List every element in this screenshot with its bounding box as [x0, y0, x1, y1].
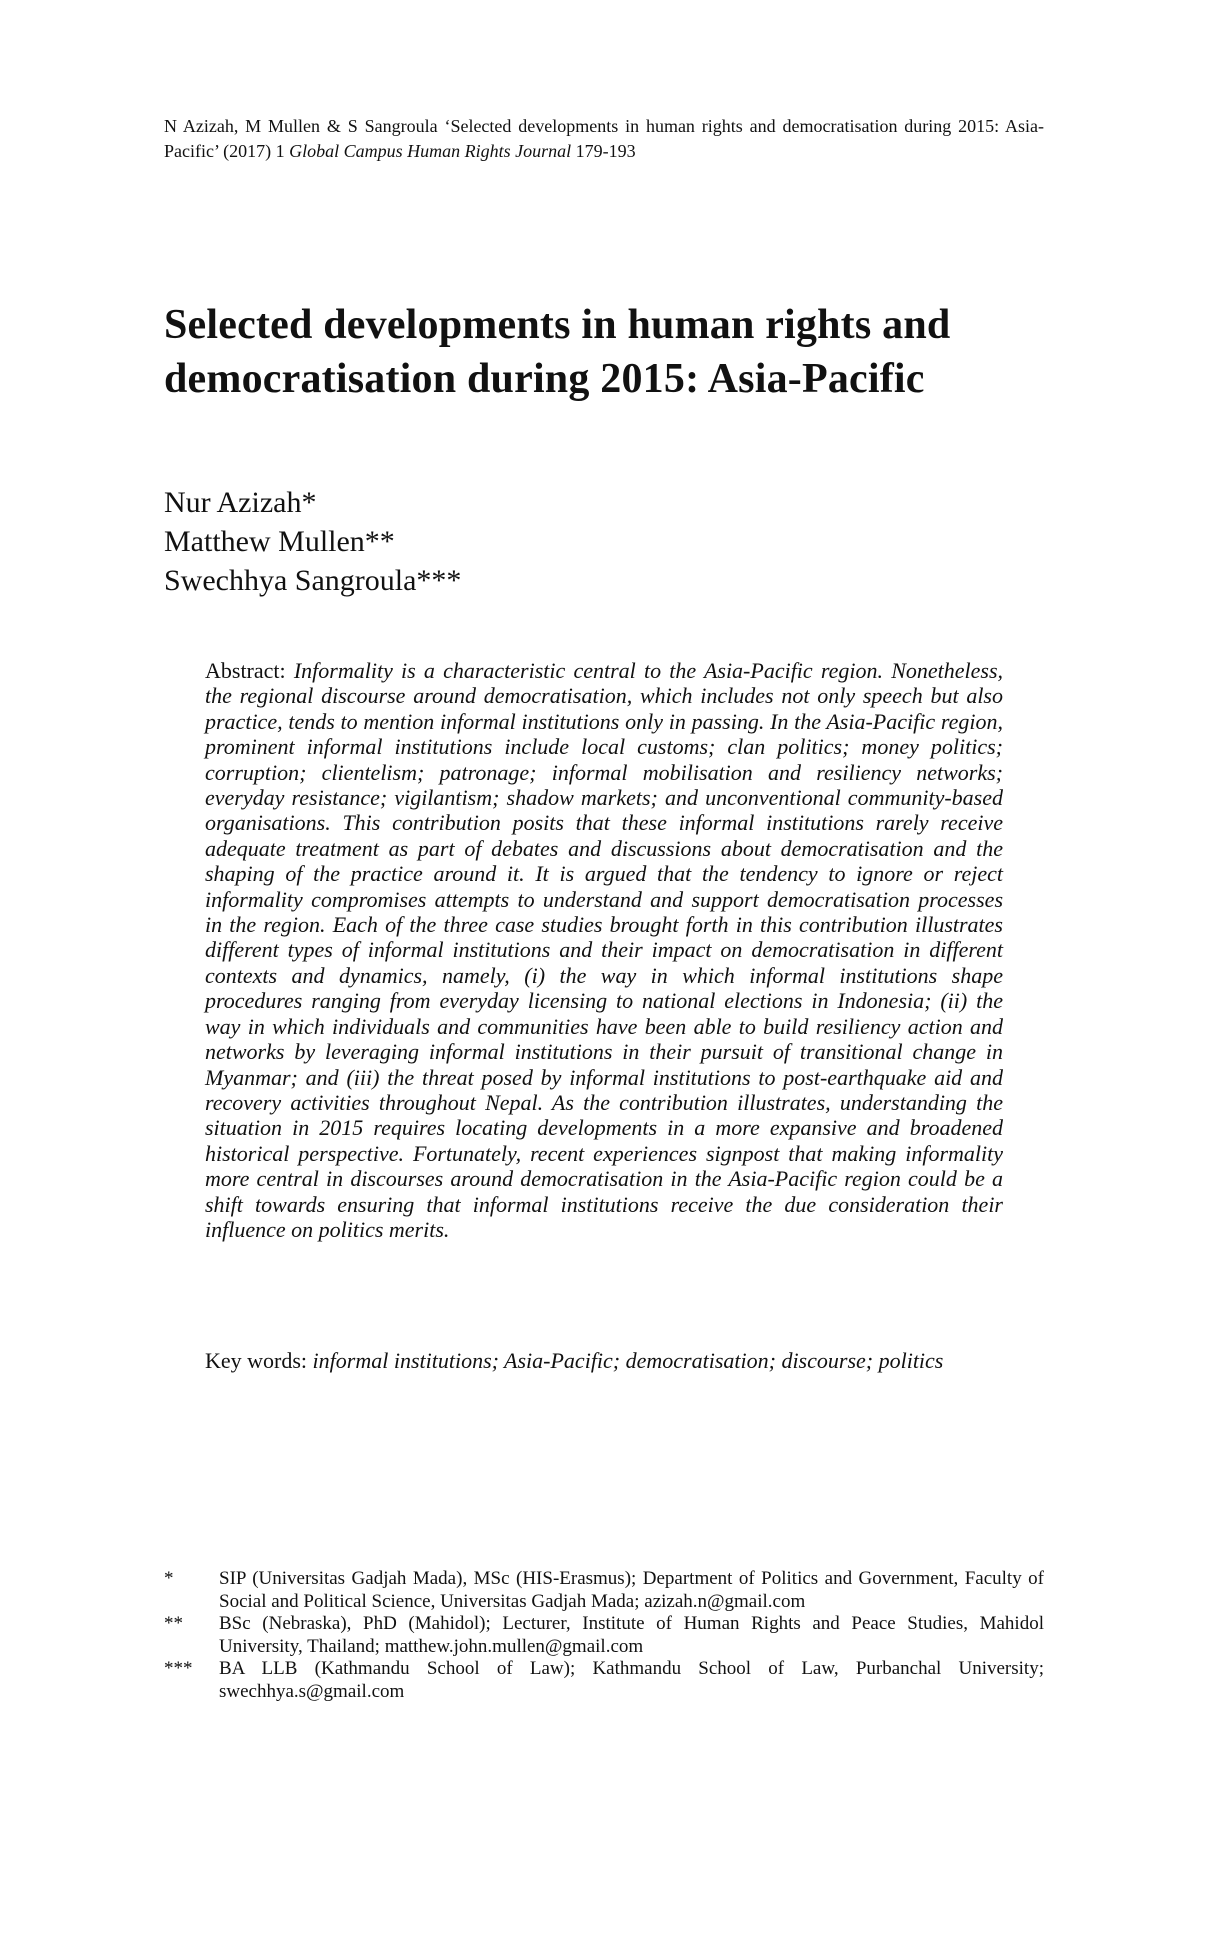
citation-text-before: N Azizah, M Mullen & S Sangroula ‘Selected developments in human rights and democratisation during 2015: Asia-Pacific’ (2017) 1 [164, 116, 1044, 161]
footnote-mark: ** [164, 1613, 183, 1634]
citation-text-after: 179-193 [571, 141, 636, 161]
keywords-section [205, 1348, 1003, 1374]
author-name: Nur Azizah* [164, 486, 317, 519]
abstract-label: Abstract: [205, 658, 286, 683]
footnote-mark: * [164, 1568, 174, 1589]
footnote [164, 1568, 1044, 1613]
footnote-text: BA LLB (Kathmandu School of Law); Kathmandu School of Law, Purbanchal University; swechhya.s@gmail.com [219, 1658, 1044, 1702]
author-list [164, 483, 864, 600]
footnote-mark: *** [164, 1658, 193, 1679]
citation-journal-name: Global Campus Human Rights Journal [289, 141, 572, 161]
footnote-text: SIP (Universitas Gadjah Mada), MSc (HIS-Erasmus); Department of Politics and Government, Faculty of Social and Political Science, Universitas Gadjah Mada; azizah.n@gmail.com [219, 1568, 1044, 1612]
citation-header [164, 114, 1044, 164]
footnotes [164, 1568, 1044, 1703]
keywords-text: informal institutions; Asia-Pacific; democratisation; discourse; politics [312, 1348, 944, 1373]
author-name: Matthew Mullen** [164, 525, 395, 558]
article-title: Selected developments in human rights and democratisation during 2015: Asia-Pacific [164, 302, 951, 402]
keywords-label: Key words: [205, 1348, 308, 1373]
author-name: Swechhya Sangroula*** [164, 564, 462, 597]
footnote [164, 1658, 1044, 1703]
footnote-text: BSc (Nebraska), PhD (Mahidol); Lecturer, Institute of Human Rights and Peace Studies, Mahidol University, Thailand; matthew.john.mullen@gmail.com [219, 1613, 1044, 1657]
abstract-section [205, 658, 1003, 1242]
abstract-text: Informality is a characteristic central to the Asia-Pacific region. Nonetheless, the regional discourse around democratisation, which includes not only speech but also practice, tends to mention informal institutions only in passing. In the Asia-Pacific region, prominent informal institutions include local customs; clan politics; money politics; corruption; clientelism; patronage; informal mobilisation and resiliency networks; everyday resistance; vigilantism; shadow markets; and unconventional community-based organisations. This contribution posits that these informal institutions rarely receive adequate treatment as part of debates and discussions about democratisation and the shaping of the practice around it. It is argued that the tendency to ignore or reject informality compromises attempts to understand and support democratisation processes in the region. Each of the three case studies brought forth in this contribution illustrates different types of informal institutions and their impact on democratisation in different contexts and dynamics, namely, (i) the way in which informal institutions shape procedures ranging from everyday licensing to national elections in Indonesia; (ii) the way in which individuals and communities have been able to build resiliency action and networks by leveraging informal institutions in their pursuit of transitional change in Myanmar; and (iii) the threat posed by informal institutions to post-earthquake aid and recovery activities throughout Nepal. As the contribution illustrates, understanding the situation in 2015 requires locating developments in a more expansive and broadened historical perspective. Fortunately, recent experiences signpost that making informality more central in discourses around democratisation in the Asia-Pacific region could be a shift towards ensuring that informal institutions receive the due consideration their influence on politics merits. [205, 658, 1004, 1242]
footnote [164, 1613, 1044, 1658]
